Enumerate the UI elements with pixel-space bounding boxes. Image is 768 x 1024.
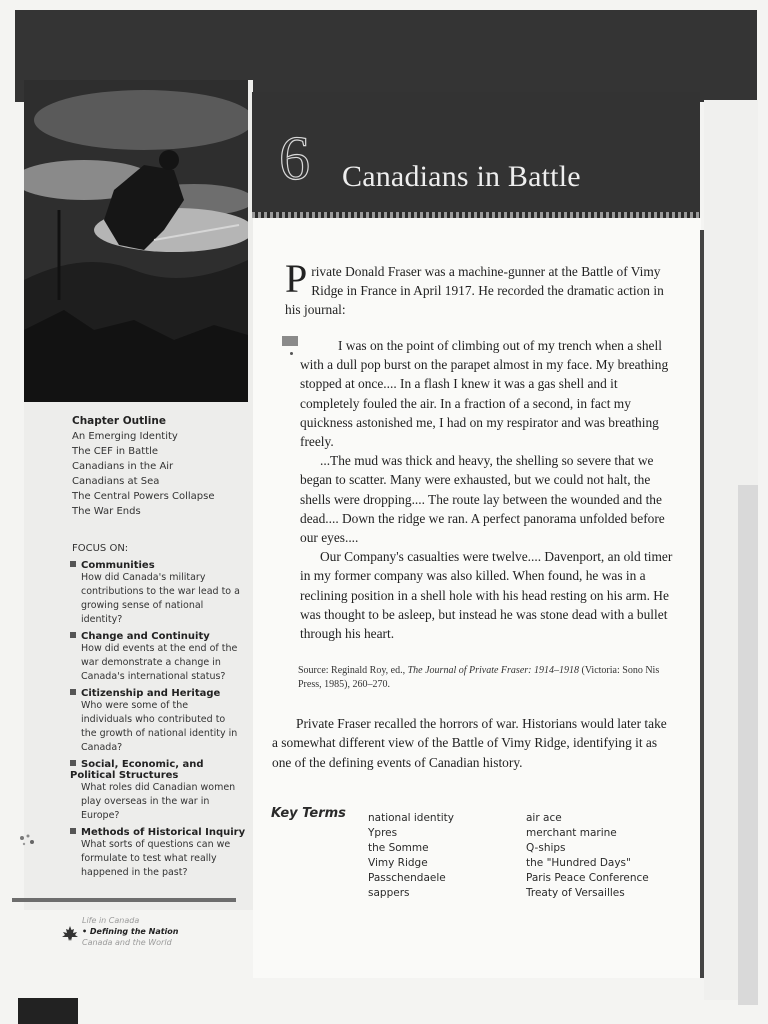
key-term: Passchendaele: [368, 872, 446, 884]
series-item-active: • Defining the Nation: [82, 927, 179, 936]
key-term: Q-ships: [526, 842, 566, 854]
closing-paragraph: Private Fraser recalled the horrors of war. Historians would later take a somewhat different view of the Battle of Vimy Ridge, identifying it as one of the defining events of Canadian history.: [272, 716, 667, 770]
source-suffix: (Victoria: Sono Nis Press, 1985), 260–270.: [298, 665, 660, 690]
series-item: Life in Canada: [82, 916, 140, 925]
focus-question: What sorts of questions can we formulate to test what really happened in the past?: [81, 839, 231, 878]
focus-item: [70, 631, 242, 684]
bullet-icon: [70, 828, 76, 834]
focus-question: Who were some of the individuals who contributed to the growth of national identity in Canada?: [81, 700, 238, 753]
chapter-title: Canadians in Battle: [342, 160, 581, 193]
focus-list: [70, 560, 246, 884]
key-term: Treaty of Versailles: [526, 887, 625, 899]
scan-edge-block: [18, 998, 78, 1024]
bullet-icon: [70, 760, 76, 766]
focus-question: What roles did Canadian women play overseas in the war in Europe?: [81, 782, 236, 821]
series-nav: [82, 915, 179, 948]
focus-heading: Communities: [81, 560, 155, 571]
journal-quote: [300, 336, 676, 643]
chapter-header: [252, 92, 700, 218]
focus-question: How did Canada's military contributions to the war lead to a growing sense of national identity?: [81, 572, 240, 625]
quote-paragraph: ...The mud was thick and heavy, the shelling so severe that we began to scatter. Many were exhausted, but we could not halt, the shells were dropping.... The route lay between the wounded and the dead.... Down the ridge we ran. A perfect panorama unfolded before our eyes....: [300, 453, 665, 546]
page-edge-shadow: [700, 230, 704, 978]
quote-dot: [290, 352, 293, 355]
key-terms-column-2: [526, 811, 649, 901]
focus-item: [70, 560, 242, 627]
outline-item: The CEF in Battle: [72, 446, 159, 457]
outline-item: An Emerging Identity: [72, 431, 178, 442]
intro-paragraph: [285, 256, 675, 319]
bullet-icon: [70, 689, 76, 695]
maple-leaf-icon: [62, 926, 78, 942]
chapter-number: 6: [279, 125, 310, 193]
soldier-illustration: [24, 80, 248, 402]
key-term: national identity: [368, 812, 454, 824]
focus-heading: Social, Economic, and Political Structures: [70, 759, 204, 781]
key-term: air ace: [526, 812, 562, 824]
focus-item: [70, 688, 242, 755]
quote-paragraph: I was on the point of climbing out of my trench when a shell with a dull pop burst on the parapet almost in my face. My breathing stopped at once.... In a flash I knew it was a gas shell and it completely fouled the air. In a fraction of a second, in fact my quickness astonished me, I had on my respirator and was breathing freely.: [300, 338, 669, 450]
bullet-icon: [70, 632, 76, 638]
focus-heading: Citizenship and Heritage: [81, 688, 221, 699]
chapter-outline-heading: Chapter Outline: [72, 415, 166, 427]
key-term: Ypres: [368, 827, 398, 839]
focus-heading: Methods of Historical Inquiry: [81, 827, 246, 838]
focus-on-label: FOCUS ON:: [72, 543, 129, 554]
focus-heading: Change and Continuity: [81, 631, 210, 642]
sidebar-divider: [12, 898, 236, 902]
source-title: The Journal of Private Fraser: 1914–1918: [407, 665, 579, 676]
drop-cap: P: [285, 256, 308, 301]
series-item: Canada and the World: [82, 938, 172, 947]
key-terms-column-1: [368, 811, 454, 901]
adjacent-page-shadow: [738, 485, 758, 1005]
source-prefix: Source: Reginald Roy, ed.,: [298, 665, 408, 676]
ink-smudge: [14, 828, 42, 852]
quote-marker-icon: [282, 336, 298, 346]
key-term: merchant marine: [526, 827, 617, 839]
key-term: the Somme: [368, 842, 429, 854]
key-terms-label: Key Terms: [271, 806, 346, 821]
chapter-outline: [72, 415, 242, 519]
intro-text: rivate Donald Fraser was a machine-gunner at the Battle of Vimy Ridge in France in April 1917. He recorded the dramatic action in his journal:: [285, 264, 664, 317]
outline-item: Canadians at Sea: [72, 476, 160, 487]
outline-item: Canadians in the Air: [72, 461, 174, 472]
focus-question: How did events at the end of the war demonstrate a change in Canada's international status?: [81, 643, 238, 682]
focus-item: [70, 827, 246, 880]
quote-paragraph: Our Company's casualties were twelve.... Davenport, an old timer in my former company was also killed. When found, he was in a reclining position in a shell hole with his head resting on his arm. He was thought to be asleep, but instead he was stone dead with a bullet through his heart.: [300, 549, 673, 642]
focus-item: [70, 759, 242, 823]
outline-item: The War Ends: [72, 506, 141, 517]
outline-item: The Central Powers Collapse: [72, 491, 215, 502]
key-term: sappers: [368, 887, 410, 899]
key-term: Vimy Ridge: [368, 857, 428, 869]
source-citation: [298, 664, 674, 692]
bullet-icon: [70, 561, 76, 567]
key-term: Paris Peace Conference: [526, 872, 649, 884]
key-term: the "Hundred Days": [526, 857, 631, 869]
